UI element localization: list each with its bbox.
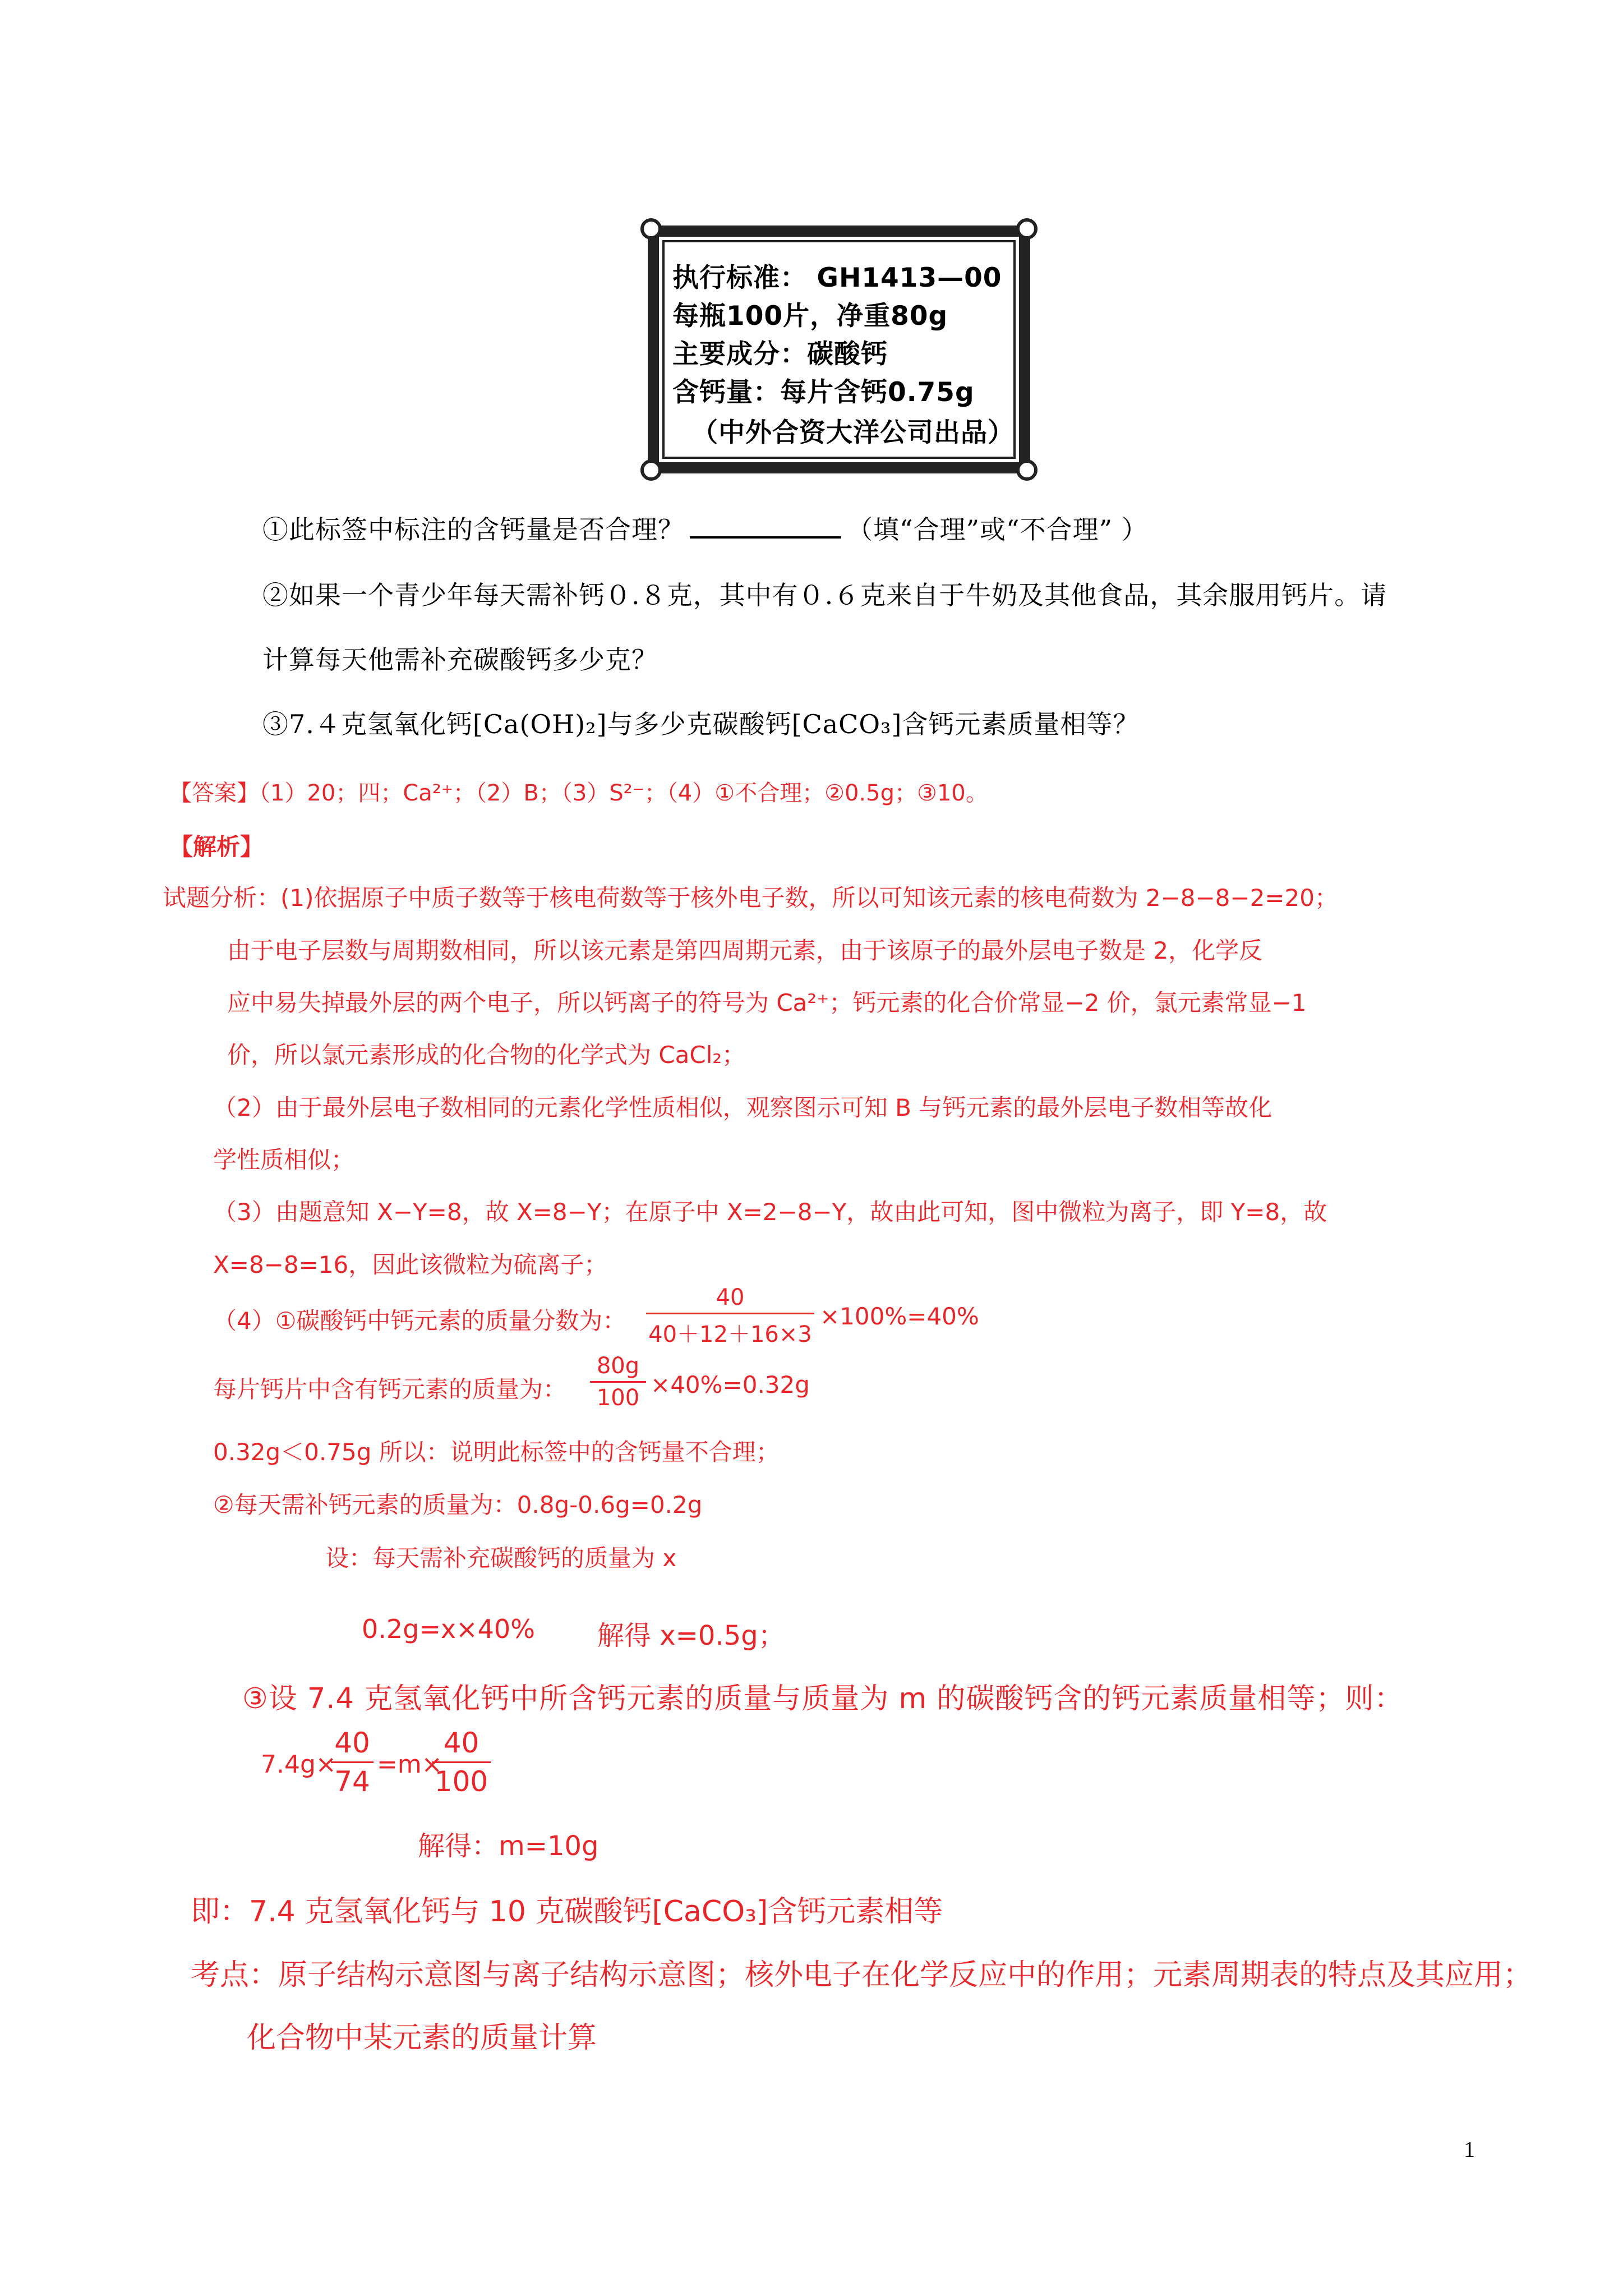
corner-ornament: [1016, 218, 1038, 240]
label-ingredient: 主要成分：碳酸钙: [672, 339, 888, 370]
analysis-p13: 设：每天需补充碳酸钙的质量为 x: [325, 1544, 677, 1572]
fraction-ca-in-caoh2: 40 74: [331, 1727, 374, 1798]
fraction-tablet-mass: 80g 100: [590, 1353, 646, 1411]
analysis-p4: 价，所以氯元素形成的化合物的化学式为 CaCl₂；: [227, 1041, 746, 1069]
analysis-p9-label: （4）①碳酸钙中钙元素的质量分数为：: [213, 1307, 626, 1335]
analysis-p16-lead: 7.4g×: [261, 1750, 336, 1779]
analysis-p1: 试题分析：(1)依据原子中质子数等于核电荷数等于核外电子数，所以可知该元素的核电荷数为 2−8−8−2=20；: [163, 884, 1338, 912]
question-1: ①此标签中标注的含钙量是否合理？ （填“合理”或“不合理” ）: [262, 514, 1148, 545]
analysis-p9-tail: ×100%=40%: [820, 1303, 979, 1330]
analysis-p20: 化合物中某元素的质量计算: [247, 2021, 597, 2055]
label-standard: 执行标准： GH1413—00: [672, 263, 1002, 293]
product-label: [648, 226, 1030, 473]
analysis-p3: 应中易失掉最外层的两个电子，所以钙离子的符号为 Ca²⁺；钙元素的化合价常显−2 价，氯元素常显−1: [227, 989, 1307, 1016]
analysis-p16-mid: =m×: [377, 1750, 442, 1779]
answer-line: [169, 775, 988, 807]
analysis-p12: ②每天需补钙元素的质量为：0.8g-0.6g=0.2g: [213, 1491, 703, 1519]
page-number: 1: [1464, 2137, 1475, 2162]
fraction-mass-percent: 40 40＋12＋16×3: [646, 1285, 814, 1349]
analysis-p5: （2）由于最外层电子数相同的元素化学性质相似，观察图示可知 B 与钙元素的最外层电子数相等故化: [213, 1094, 1272, 1121]
analysis-p17: 解得：m=10g: [418, 1830, 599, 1862]
analysis-p19: 考点：原子结构示意图与离子结构示意图；核外电子在化学反应中的作用；元素周期表的特点及其应用；: [191, 1958, 1533, 1992]
question-2-line1: ②如果一个青少年每天需补钙０.８克，其中有０.６克来自于牛奶及其他食品，其余服用钙片。请: [262, 580, 1387, 610]
corner-ornament: [640, 218, 662, 240]
analysis-p14a: 0.2g=x×40%: [362, 1614, 535, 1644]
analysis-p10-label: 每片钙片中含有钙元素的质量为：: [213, 1375, 567, 1403]
question-2-line2: 计算每天他需补充碳酸钙多少克？: [262, 645, 658, 675]
answer-text: （1）20；四；Ca²⁺；（2）B；（3）S²⁻；（4）①不合理；②0.5g；③10。: [259, 780, 988, 806]
corner-ornament: [1016, 459, 1038, 481]
answer-blank: [690, 514, 841, 539]
analysis-p10-tail: ×40%=0.32g: [651, 1371, 810, 1398]
analysis-p11: 0.32g＜0.75g 所以：说明此标签中的含钙量不合理；: [213, 1438, 780, 1466]
question-3: ③7.４克氢氧化钙[Ca(OH)₂]与多少克碳酸钙[CaCO₃]含钙元素质量相等？: [262, 709, 1140, 739]
label-calcium-content: 含钙量：每片含钙0.75g: [672, 377, 975, 408]
analysis-p14b: 解得 x=0.5g；: [597, 1620, 785, 1651]
corner-ornament: [640, 459, 662, 481]
analysis-p7: （3）由题意知 X−Y=8，故 X=8−Y；在原子中 X=2−8−Y，故由此可知，图中微粒为离子，即 Y=8，故: [213, 1198, 1327, 1226]
analysis-tag: 【解析】: [169, 833, 264, 861]
analysis-p6: 学性质相似；: [213, 1146, 355, 1174]
answer-tag: 【答案】: [169, 780, 259, 806]
analysis-p18: 即：7.4 克氢氧化钙与 10 克碳酸钙[CaCO₃]含钙元素相等: [191, 1895, 943, 1929]
label-quantity: 每瓶100片，净重80g: [672, 301, 948, 332]
analysis-p2: 由于电子层数与周期数相同，所以该元素是第四周期元素，由于该原子的最外层电子数是 2，化学反: [227, 937, 1263, 964]
label-manufacturer: （中外合资大洋公司出品）: [691, 417, 1015, 448]
fraction-ca-in-caco3: 40 100: [432, 1727, 491, 1798]
analysis-p15: ③设 7.4 克氢氧化钙中所含钙元素的质量与质量为 m 的碳酸钙含的钙元素质量相等；则：: [242, 1682, 1404, 1715]
analysis-p8: X=8−8=16，因此该微粒为硫离子；: [213, 1251, 608, 1278]
